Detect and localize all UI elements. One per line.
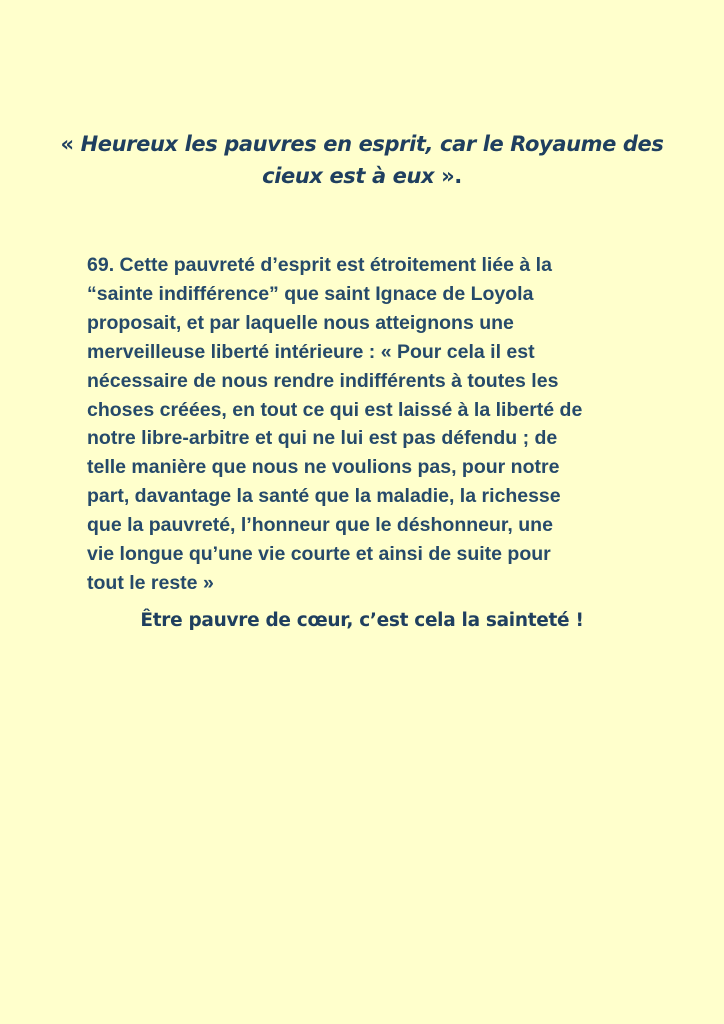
paragraph-line: telle manière que nous ne voulions pas, pour notre <box>87 456 560 479</box>
paragraph-line: part, davantage la santé que la maladie, la richesse <box>87 485 561 508</box>
paragraph-69 <box>87 251 647 598</box>
paragraph-line: choses créées, en tout ce qui est laissé à la liberté de <box>87 398 583 421</box>
title-close-quote: ». <box>434 164 462 188</box>
paragraph-line: “sainte indifférence” que saint Ignace de Loyola <box>87 282 534 305</box>
paragraph-line: vie longue qu’une vie courte et ainsi de suite pour <box>87 543 551 566</box>
paragraph-line: tout le reste » <box>87 571 214 594</box>
paragraph-line: que la pauvreté, l’honneur que le déshonneur, une <box>87 514 553 537</box>
title-text: Heureux les pauvres en esprit, car le Royaume des cieux est à eux <box>80 132 664 188</box>
beatitude-title <box>60 128 664 192</box>
paragraph-line: 69. Cette pauvreté d’esprit est étroitement liée à la <box>87 254 552 276</box>
closing-statement: Être pauvre de cœur, c’est cela la sainteté ! <box>140 610 584 631</box>
paragraph-line: proposait, et par laquelle nous atteignons une <box>87 311 514 334</box>
paragraph-line: merveilleuse liberté intérieure : « Pour cela il est <box>87 340 535 363</box>
title-open-quote: « <box>60 132 81 156</box>
paragraph-line: nécessaire de nous rendre indifférents à toutes les <box>87 369 559 392</box>
paragraph-line: notre libre-arbitre et qui ne lui est pas défendu ; de <box>87 427 558 450</box>
